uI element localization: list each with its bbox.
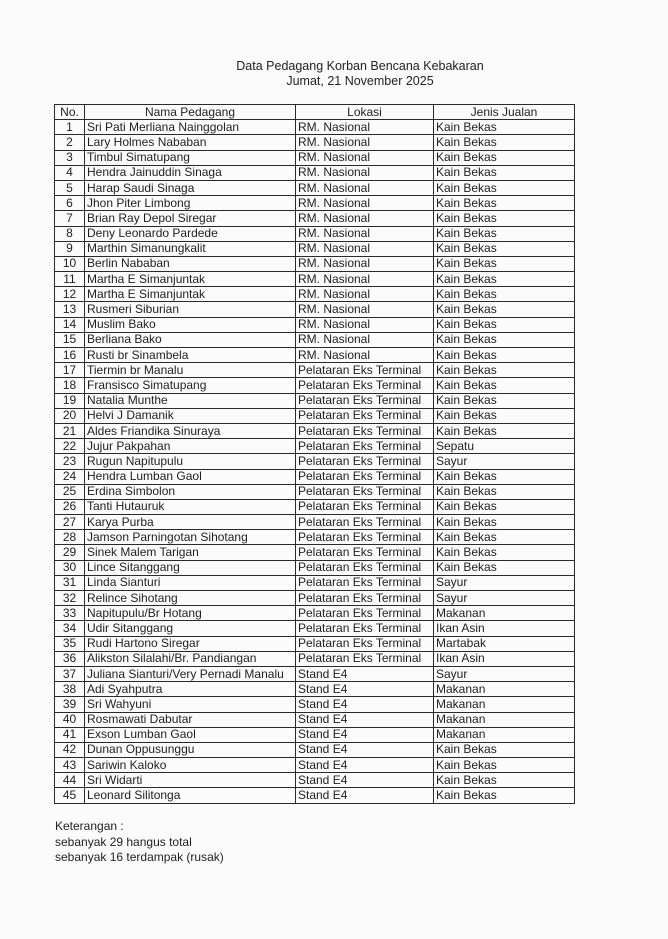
cell-jenis-jualan: Kain Bekas — [434, 272, 575, 287]
cell-nama-pedagang: Tanti Hutauruk — [85, 499, 296, 514]
cell-jenis-jualan: Kain Bekas — [434, 758, 575, 773]
cell-lokasi: Pelataran Eks Terminal — [296, 621, 434, 636]
cell-jenis-jualan: Sayur — [434, 454, 575, 469]
cell-no: 27 — [55, 515, 85, 530]
cell-lokasi: RM. Nasional — [296, 150, 434, 165]
cell-no: 42 — [55, 742, 85, 757]
cell-jenis-jualan: Kain Bekas — [434, 302, 575, 317]
cell-jenis-jualan: Kain Bekas — [434, 363, 575, 378]
cell-jenis-jualan: Kain Bekas — [434, 211, 575, 226]
cell-lokasi: Stand E4 — [296, 742, 434, 757]
table-row — [55, 393, 575, 408]
cell-no: 11 — [55, 272, 85, 287]
cell-jenis-jualan: Kain Bekas — [434, 256, 575, 271]
cell-lokasi: Stand E4 — [296, 727, 434, 742]
notes-section — [55, 819, 224, 866]
cell-nama-pedagang: Sinek Malem Tarigan — [85, 545, 296, 560]
cell-lokasi: Stand E4 — [296, 712, 434, 727]
cell-nama-pedagang: Marthin Simanungkalit — [85, 241, 296, 256]
cell-lokasi: Stand E4 — [296, 788, 434, 803]
table-row — [55, 606, 575, 621]
table-row — [55, 408, 575, 423]
cell-nama-pedagang: Exson Lumban Gaol — [85, 727, 296, 742]
cell-nama-pedagang: Sri Widarti — [85, 773, 296, 788]
cell-lokasi: RM. Nasional — [296, 135, 434, 150]
cell-no: 35 — [55, 636, 85, 651]
table-row — [55, 636, 575, 651]
cell-no: 10 — [55, 256, 85, 271]
cell-lokasi: Pelataran Eks Terminal — [296, 575, 434, 590]
cell-lokasi: RM. Nasional — [296, 226, 434, 241]
cell-lokasi: Pelataran Eks Terminal — [296, 408, 434, 423]
cell-jenis-jualan: Kain Bekas — [434, 378, 575, 393]
cell-jenis-jualan: Makanan — [434, 697, 575, 712]
cell-no: 33 — [55, 606, 85, 621]
cell-nama-pedagang: Dunan Oppusunggu — [85, 742, 296, 757]
cell-nama-pedagang: Muslim Bako — [85, 317, 296, 332]
table-row — [55, 727, 575, 742]
cell-nama-pedagang: Martha E Simanjuntak — [85, 287, 296, 302]
table-row — [55, 302, 575, 317]
cell-no: 24 — [55, 469, 85, 484]
cell-jenis-jualan: Kain Bekas — [434, 545, 575, 560]
cell-jenis-jualan: Kain Bekas — [434, 241, 575, 256]
cell-lokasi: RM. Nasional — [296, 165, 434, 180]
cell-no: 22 — [55, 439, 85, 454]
cell-lokasi: RM. Nasional — [296, 256, 434, 271]
table-row — [55, 682, 575, 697]
cell-lokasi: Pelataran Eks Terminal — [296, 363, 434, 378]
cell-nama-pedagang: Napitupulu/Br Hotang — [85, 606, 296, 621]
cell-lokasi: RM. Nasional — [296, 180, 434, 195]
cell-lokasi: Pelataran Eks Terminal — [296, 651, 434, 666]
cell-jenis-jualan: Makanan — [434, 606, 575, 621]
cell-no: 20 — [55, 408, 85, 423]
cell-jenis-jualan: Kain Bekas — [434, 150, 575, 165]
cell-lokasi: RM. Nasional — [296, 120, 434, 135]
cell-nama-pedagang: Hendra Lumban Gaol — [85, 469, 296, 484]
cell-lokasi: Pelataran Eks Terminal — [296, 499, 434, 514]
cell-lokasi: RM. Nasional — [296, 302, 434, 317]
cell-no: 19 — [55, 393, 85, 408]
cell-nama-pedagang: Linda Sianturi — [85, 575, 296, 590]
table-row — [55, 712, 575, 727]
table-row — [55, 515, 575, 530]
cell-nama-pedagang: Adi Syahputra — [85, 682, 296, 697]
table-row — [55, 742, 575, 757]
cell-no: 39 — [55, 697, 85, 712]
cell-nama-pedagang: Helvi J Damanik — [85, 408, 296, 423]
table-row — [55, 469, 575, 484]
cell-no: 16 — [55, 348, 85, 363]
table-row — [55, 120, 575, 135]
cell-lokasi: Pelataran Eks Terminal — [296, 469, 434, 484]
table-row — [55, 484, 575, 499]
cell-no: 3 — [55, 150, 85, 165]
cell-jenis-jualan: Kain Bekas — [434, 469, 575, 484]
table-row — [55, 575, 575, 590]
table-row — [55, 332, 575, 347]
cell-jenis-jualan: Kain Bekas — [434, 530, 575, 545]
table-row — [55, 651, 575, 666]
table-row — [55, 591, 575, 606]
table-row — [55, 135, 575, 150]
header-lokasi: Lokasi — [296, 105, 434, 120]
cell-nama-pedagang: Lary Holmes Nababan — [85, 135, 296, 150]
table-row — [55, 256, 575, 271]
cell-no: 21 — [55, 423, 85, 438]
cell-no: 34 — [55, 621, 85, 636]
cell-jenis-jualan: Kain Bekas — [434, 120, 575, 135]
cell-lokasi: Pelataran Eks Terminal — [296, 545, 434, 560]
cell-no: 17 — [55, 363, 85, 378]
table-row — [55, 196, 575, 211]
cell-lokasi: Stand E4 — [296, 773, 434, 788]
cell-lokasi: Pelataran Eks Terminal — [296, 484, 434, 499]
cell-jenis-jualan: Makanan — [434, 712, 575, 727]
cell-no: 43 — [55, 758, 85, 773]
cell-lokasi: Pelataran Eks Terminal — [296, 393, 434, 408]
header-jenis-jualan: Jenis Jualan — [434, 105, 575, 120]
cell-lokasi: Pelataran Eks Terminal — [296, 591, 434, 606]
cell-jenis-jualan: Makanan — [434, 727, 575, 742]
table-row — [55, 697, 575, 712]
table-row — [55, 272, 575, 287]
cell-no: 1 — [55, 120, 85, 135]
cell-jenis-jualan: Kain Bekas — [434, 317, 575, 332]
table-row — [55, 454, 575, 469]
cell-no: 26 — [55, 499, 85, 514]
cell-jenis-jualan: Makanan — [434, 682, 575, 697]
table-row — [55, 150, 575, 165]
table-row — [55, 788, 575, 803]
table-row — [55, 317, 575, 332]
cell-no: 2 — [55, 135, 85, 150]
cell-lokasi: Stand E4 — [296, 697, 434, 712]
cell-jenis-jualan: Ikan Asin — [434, 651, 575, 666]
cell-no: 18 — [55, 378, 85, 393]
table-row — [55, 499, 575, 514]
cell-no: 15 — [55, 332, 85, 347]
cell-nama-pedagang: Jhon Piter Limbong — [85, 196, 296, 211]
cell-jenis-jualan: Kain Bekas — [434, 484, 575, 499]
cell-nama-pedagang: Fransisco Simatupang — [85, 378, 296, 393]
table-header-row — [55, 105, 575, 120]
cell-nama-pedagang: Rusti br Sinambela — [85, 348, 296, 363]
header-nama-pedagang: Nama Pedagang — [85, 105, 296, 120]
cell-no: 41 — [55, 727, 85, 742]
cell-nama-pedagang: Udir Sitanggang — [85, 621, 296, 636]
table-row — [55, 530, 575, 545]
cell-nama-pedagang: Rosmawati Dabutar — [85, 712, 296, 727]
cell-no: 38 — [55, 682, 85, 697]
table-row — [55, 348, 575, 363]
notes-line-affected: sebanyak 16 terdampak (rusak) — [55, 850, 224, 864]
cell-nama-pedagang: Aldes Friandika Sinuraya — [85, 423, 296, 438]
cell-jenis-jualan: Kain Bekas — [434, 393, 575, 408]
table-row — [55, 378, 575, 393]
cell-lokasi: RM. Nasional — [296, 241, 434, 256]
cell-jenis-jualan: Sayur — [434, 666, 575, 681]
cell-no: 9 — [55, 241, 85, 256]
cell-nama-pedagang: Rusmeri Siburian — [85, 302, 296, 317]
cell-no: 6 — [55, 196, 85, 211]
cell-nama-pedagang: Sri Wahyuni — [85, 697, 296, 712]
table-row — [55, 180, 575, 195]
cell-no: 36 — [55, 651, 85, 666]
table-row — [55, 287, 575, 302]
table-row — [55, 773, 575, 788]
cell-lokasi: Pelataran Eks Terminal — [296, 439, 434, 454]
table-row — [55, 226, 575, 241]
notes-label: Keterangan : — [55, 819, 124, 833]
cell-no: 12 — [55, 287, 85, 302]
cell-no: 25 — [55, 484, 85, 499]
cell-lokasi: RM. Nasional — [296, 272, 434, 287]
cell-jenis-jualan: Martabak — [434, 636, 575, 651]
cell-lokasi: Stand E4 — [296, 758, 434, 773]
cell-lokasi: Stand E4 — [296, 682, 434, 697]
cell-nama-pedagang: Deny Leonardo Pardede — [85, 226, 296, 241]
cell-lokasi: Stand E4 — [296, 666, 434, 681]
table-row — [55, 621, 575, 636]
cell-jenis-jualan: Sepatu — [434, 439, 575, 454]
cell-nama-pedagang: Leonard Silitonga — [85, 788, 296, 803]
cell-jenis-jualan: Kain Bekas — [434, 423, 575, 438]
table-row — [55, 423, 575, 438]
table-row — [55, 560, 575, 575]
cell-nama-pedagang: Karya Purba — [85, 515, 296, 530]
cell-nama-pedagang: Erdina Simbolon — [85, 484, 296, 499]
cell-jenis-jualan: Kain Bekas — [434, 560, 575, 575]
cell-no: 14 — [55, 317, 85, 332]
cell-jenis-jualan: Kain Bekas — [434, 742, 575, 757]
cell-nama-pedagang: Jujur Pakpahan — [85, 439, 296, 454]
cell-jenis-jualan: Ikan Asin — [434, 621, 575, 636]
document-title: Data Pedagang Korban Bencana Kebakaran — [236, 59, 484, 73]
cell-jenis-jualan: Kain Bekas — [434, 499, 575, 514]
cell-no: 32 — [55, 591, 85, 606]
cell-no: 7 — [55, 211, 85, 226]
cell-jenis-jualan: Kain Bekas — [434, 788, 575, 803]
cell-lokasi: RM. Nasional — [296, 332, 434, 347]
table-row — [55, 211, 575, 226]
cell-nama-pedagang: Tiermin br Manalu — [85, 363, 296, 378]
cell-nama-pedagang: Berlin Nababan — [85, 256, 296, 271]
table-row — [55, 363, 575, 378]
cell-nama-pedagang: Sariwin Kaloko — [85, 758, 296, 773]
cell-lokasi: RM. Nasional — [296, 211, 434, 226]
cell-nama-pedagang: Sri Pati Merliana Nainggolan — [85, 120, 296, 135]
cell-nama-pedagang: Brian Ray Depol Siregar — [85, 211, 296, 226]
cell-no: 29 — [55, 545, 85, 560]
cell-lokasi: Pelataran Eks Terminal — [296, 530, 434, 545]
cell-no: 8 — [55, 226, 85, 241]
table-row — [55, 545, 575, 560]
cell-lokasi: RM. Nasional — [296, 348, 434, 363]
cell-lokasi: Pelataran Eks Terminal — [296, 378, 434, 393]
cell-jenis-jualan: Kain Bekas — [434, 165, 575, 180]
cell-nama-pedagang: Relince Sihotang — [85, 591, 296, 606]
cell-no: 4 — [55, 165, 85, 180]
table-row — [55, 666, 575, 681]
cell-nama-pedagang: Natalia Munthe — [85, 393, 296, 408]
table-row — [55, 439, 575, 454]
cell-lokasi: Pelataran Eks Terminal — [296, 606, 434, 621]
header-no: No. — [55, 105, 85, 120]
cell-no: 23 — [55, 454, 85, 469]
cell-nama-pedagang: Harap Saudi Sinaga — [85, 180, 296, 195]
cell-nama-pedagang: Rudi Hartono Siregar — [85, 636, 296, 651]
document-date: Jumat, 21 November 2025 — [286, 74, 434, 88]
cell-no: 40 — [55, 712, 85, 727]
cell-nama-pedagang: Hendra Jainuddin Sinaga — [85, 165, 296, 180]
table-row — [55, 165, 575, 180]
cell-no: 13 — [55, 302, 85, 317]
cell-lokasi: RM. Nasional — [296, 317, 434, 332]
cell-no: 30 — [55, 560, 85, 575]
cell-no: 45 — [55, 788, 85, 803]
cell-lokasi: Pelataran Eks Terminal — [296, 454, 434, 469]
cell-nama-pedagang: Rugun Napitupulu — [85, 454, 296, 469]
cell-lokasi: Pelataran Eks Terminal — [296, 560, 434, 575]
cell-jenis-jualan: Kain Bekas — [434, 196, 575, 211]
table-row — [55, 241, 575, 256]
cell-jenis-jualan: Kain Bekas — [434, 180, 575, 195]
cell-jenis-jualan: Kain Bekas — [434, 408, 575, 423]
cell-no: 5 — [55, 180, 85, 195]
cell-nama-pedagang: Juliana Sianturi/Very Pernadi Manalu — [85, 666, 296, 681]
cell-lokasi: RM. Nasional — [296, 287, 434, 302]
cell-nama-pedagang: Alikston Silalahi/Br. Pandiangan — [85, 651, 296, 666]
cell-jenis-jualan: Kain Bekas — [434, 287, 575, 302]
cell-no: 44 — [55, 773, 85, 788]
cell-nama-pedagang: Jamson Parningotan Sihotang — [85, 530, 296, 545]
cell-no: 37 — [55, 666, 85, 681]
cell-nama-pedagang: Lince Sitanggang — [85, 560, 296, 575]
cell-nama-pedagang: Timbul Simatupang — [85, 150, 296, 165]
table-row — [55, 758, 575, 773]
cell-nama-pedagang: Martha E Simanjuntak — [85, 272, 296, 287]
cell-lokasi: RM. Nasional — [296, 196, 434, 211]
cell-no: 28 — [55, 530, 85, 545]
merchant-table — [54, 104, 575, 804]
cell-lokasi: Pelataran Eks Terminal — [296, 515, 434, 530]
cell-jenis-jualan: Kain Bekas — [434, 135, 575, 150]
cell-nama-pedagang: Berliana Bako — [85, 332, 296, 347]
cell-lokasi: Pelataran Eks Terminal — [296, 636, 434, 651]
cell-jenis-jualan: Sayur — [434, 575, 575, 590]
cell-jenis-jualan: Kain Bekas — [434, 226, 575, 241]
cell-jenis-jualan: Kain Bekas — [434, 773, 575, 788]
cell-no: 31 — [55, 575, 85, 590]
cell-jenis-jualan: Sayur — [434, 591, 575, 606]
cell-jenis-jualan: Kain Bekas — [434, 348, 575, 363]
cell-lokasi: Pelataran Eks Terminal — [296, 423, 434, 438]
cell-jenis-jualan: Kain Bekas — [434, 515, 575, 530]
notes-line-total-burned: sebanyak 29 hangus total — [55, 834, 192, 849]
cell-jenis-jualan: Kain Bekas — [434, 332, 575, 347]
